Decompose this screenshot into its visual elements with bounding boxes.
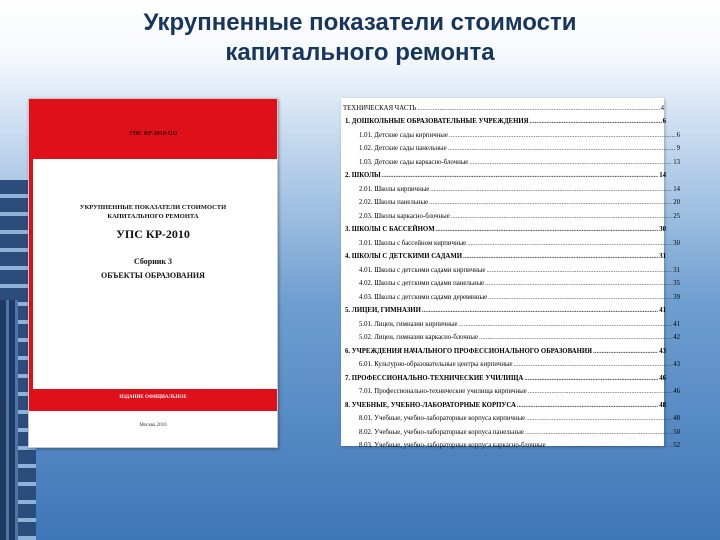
toc-dot-leader bbox=[528, 387, 673, 396]
toc-entry-title: 2.01. Школы кирпичные bbox=[359, 185, 430, 193]
toc-entry bbox=[341, 383, 682, 397]
toc-entry-page: 46 bbox=[673, 388, 680, 395]
cover-subtitle bbox=[49, 203, 257, 221]
toc-dot-leader bbox=[449, 131, 676, 140]
cover-city-year: Москва 2010 bbox=[139, 423, 167, 428]
toc-entry bbox=[341, 194, 682, 208]
toc-entry-page: 52 bbox=[673, 442, 680, 449]
toc-entry bbox=[341, 369, 668, 383]
toc-entry-title: 5.01. Лицеи, гимназии кирпичные bbox=[359, 320, 458, 328]
toc-entry bbox=[341, 113, 668, 127]
toc-dot-leader bbox=[451, 212, 672, 221]
toc-entry bbox=[341, 261, 682, 275]
slide-title-line-1: Укрупненные показатели стоимости bbox=[143, 9, 577, 36]
toc-entry-page: 4 bbox=[660, 104, 664, 112]
toc-entry-page: 41 bbox=[673, 320, 680, 328]
toc-entry bbox=[341, 302, 668, 316]
toc-entry bbox=[341, 342, 668, 356]
toc-entry bbox=[341, 153, 682, 167]
toc-entry bbox=[341, 329, 682, 343]
toc-entry-title: 8.03. Учебные, учебно-лабораторные корпуса каркасно-блочные bbox=[359, 442, 546, 449]
toc-entry-page: 30 bbox=[659, 226, 666, 233]
toc-entry-page: 13 bbox=[673, 158, 680, 166]
toc-dot-leader bbox=[430, 185, 672, 194]
toc-entry-title: 5. ЛИЦЕИ, ГИМНАЗИИ bbox=[345, 307, 421, 314]
toc-entry-title: 2. ШКОЛЫ bbox=[345, 172, 381, 179]
toc-dot-leader bbox=[488, 293, 672, 302]
toc-dot-leader bbox=[530, 117, 662, 126]
toc-dot-leader bbox=[469, 158, 672, 167]
toc-entry-title: 1.02. Детские сады панельные bbox=[359, 145, 447, 152]
cover-red-side-stripe bbox=[29, 159, 33, 409]
toc-dot-leader bbox=[517, 401, 658, 410]
toc-entry-page: 31 bbox=[673, 266, 680, 274]
toc-entry-page: 39 bbox=[673, 293, 680, 301]
background-building-facade bbox=[0, 300, 18, 540]
toc-dot-leader bbox=[429, 198, 672, 207]
toc-entry-page: 46 bbox=[659, 374, 666, 382]
cover-code: УПС КР-2010-ОО bbox=[128, 131, 178, 137]
cover-name: УПС КР-2010 bbox=[116, 227, 190, 241]
toc-entry-title: 5.02. Лицеи, гимназии каркасно-блочные bbox=[359, 334, 478, 341]
toc-entry-page: 14 bbox=[659, 172, 666, 179]
toc-entry-title: 8. УЧЕБНЫЕ, УЧЕБНО-ЛАБОРАТОРНЫЕ КОРПУСА bbox=[345, 401, 516, 409]
cover-red-footer bbox=[29, 389, 277, 411]
toc-dot-leader bbox=[486, 266, 672, 275]
toc-dot-leader bbox=[526, 414, 672, 423]
toc-entry bbox=[341, 275, 682, 289]
toc-entry-page: 25 bbox=[673, 212, 680, 220]
toc-dot-leader bbox=[479, 333, 672, 342]
toc-dot-leader bbox=[514, 360, 673, 369]
toc-entry bbox=[341, 248, 668, 262]
toc-entry-page: 20 bbox=[673, 199, 680, 206]
toc-entry-title: 7.01. Профессионально-технические училища кирпичные bbox=[359, 388, 527, 395]
toc-entry-title: 4.02. Школы с детскими садами панельные bbox=[359, 280, 485, 287]
toc-entry-page: 6 bbox=[662, 118, 666, 125]
toc-entry bbox=[341, 180, 682, 194]
toc-entry bbox=[341, 221, 668, 235]
toc-entry-page: 48 bbox=[659, 401, 666, 409]
toc-entry-page: 30 bbox=[673, 239, 680, 247]
toc-entry-title: 1. ДОШКОЛЬНЫЕ ОБРАЗОВАТЕЛЬНЫЕ УЧРЕЖДЕНИЯ bbox=[345, 118, 529, 125]
toc-entry bbox=[341, 423, 682, 437]
toc-entry-title: 4.01. Школы с детскими садами кирпичные bbox=[359, 266, 486, 274]
toc-entry-title: 1.03. Детские сады каркасно-блочные bbox=[359, 158, 469, 166]
toc-entry bbox=[341, 288, 682, 302]
toc-dot-leader bbox=[417, 104, 659, 113]
toc-entry bbox=[341, 140, 682, 154]
toc-dot-leader bbox=[422, 306, 658, 315]
toc-entry bbox=[341, 126, 682, 140]
cover-subtitle-line-2: КАПИТАЛЬНОГО РЕМОНТА bbox=[107, 213, 199, 220]
toc-entry-title: 3.01. Школы с бассейном кирпичные bbox=[359, 239, 467, 247]
toc-entry-page: 42 bbox=[673, 334, 680, 341]
toc-dot-leader bbox=[547, 441, 673, 450]
toc-entry-page: 9 bbox=[676, 145, 680, 152]
toc-entry-page: 6 bbox=[676, 131, 680, 139]
toc-dot-leader bbox=[382, 171, 658, 180]
toc-dot-leader bbox=[593, 347, 658, 356]
table-of-contents bbox=[341, 98, 680, 449]
toc-entry-title: 7. ПРОФЕССИОНАЛЬНО-ТЕХНИЧЕСКИЕ УЧИЛИЩА bbox=[345, 374, 524, 382]
toc-entry-title: 2.03. Школы каркасно-блочные bbox=[359, 212, 450, 220]
toc-entry-page: 43 bbox=[673, 361, 680, 368]
toc-entry-title: 2.02. Школы панельные bbox=[359, 199, 429, 206]
toc-entry-title: 8.01. Учебные, учебно-лабораторные корпуса кирпичные bbox=[359, 415, 526, 422]
toc-dot-leader bbox=[448, 144, 676, 153]
toc-entry-page: 31 bbox=[659, 253, 666, 260]
toc-entry-page: 14 bbox=[673, 185, 680, 193]
toc-entry-page: 35 bbox=[673, 280, 680, 287]
toc-entry-title: 6.01. Культурно-образовательные центры кирпичные bbox=[359, 361, 513, 368]
toc-entry bbox=[341, 207, 682, 221]
toc-dot-leader bbox=[524, 374, 658, 383]
book-cover bbox=[28, 98, 278, 448]
toc-entry-page: 41 bbox=[659, 307, 666, 314]
toc-entry-title: ТЕХНИЧЕСКАЯ ЧАСТЬ bbox=[343, 104, 417, 112]
toc-dot-leader bbox=[436, 225, 659, 234]
toc-entry bbox=[341, 356, 682, 370]
toc-entry bbox=[341, 437, 682, 451]
toc-dot-leader bbox=[459, 320, 673, 329]
toc-entry bbox=[341, 234, 682, 248]
toc-entry-title: 6. УЧРЕЖДЕНИЯ НАЧАЛЬНОГО ПРОФЕССИОНАЛЬНОГО ОБРАЗОВАНИЯ bbox=[345, 347, 593, 355]
toc-entry-title: 4. ШКОЛЫ С ДЕТСКИМИ САДАМИ bbox=[345, 253, 463, 260]
toc-dot-leader bbox=[485, 279, 672, 288]
toc-entry bbox=[341, 315, 682, 329]
cover-subtitle-line-1: УКРУПНЕННЫЕ ПОКАЗАТЕЛИ СТОИМОСТИ bbox=[79, 204, 227, 211]
toc-entry bbox=[341, 396, 668, 410]
toc-dot-leader bbox=[467, 239, 672, 248]
cover-red-header bbox=[29, 99, 277, 159]
toc-entry bbox=[341, 167, 668, 181]
toc-entry-title: 8.02. Учебные, учебно-лабораторные корпуса панельные bbox=[359, 428, 524, 436]
toc-dot-leader bbox=[463, 252, 658, 261]
toc-entry-page: 50 bbox=[673, 428, 680, 436]
cover-objects-title: ОБЪЕКТЫ ОБРАЗОВАНИЯ bbox=[101, 271, 205, 280]
toc-entry-title: 3. ШКОЛЫ С БАССЕЙНОМ bbox=[345, 226, 435, 233]
toc-entry-title: 1.01. Детские сады кирпичные bbox=[359, 131, 448, 139]
toc-entry-page: 48 bbox=[673, 415, 680, 422]
toc-dot-leader bbox=[525, 428, 672, 437]
toc-entry bbox=[341, 410, 682, 424]
cover-collection-number: Сборник 3 bbox=[133, 257, 173, 266]
slide-title-line-2: капитального ремонта bbox=[225, 39, 495, 66]
toc-entry-page: 43 bbox=[659, 347, 666, 355]
toc-entry-title: 4.03. Школы с детскими садами деревянные bbox=[359, 293, 488, 301]
cover-official-edition: ИЗДАНИЕ ОФИЦИАЛЬНОЕ bbox=[119, 395, 187, 400]
slide-title bbox=[0, 8, 720, 68]
toc-entry bbox=[341, 99, 666, 113]
